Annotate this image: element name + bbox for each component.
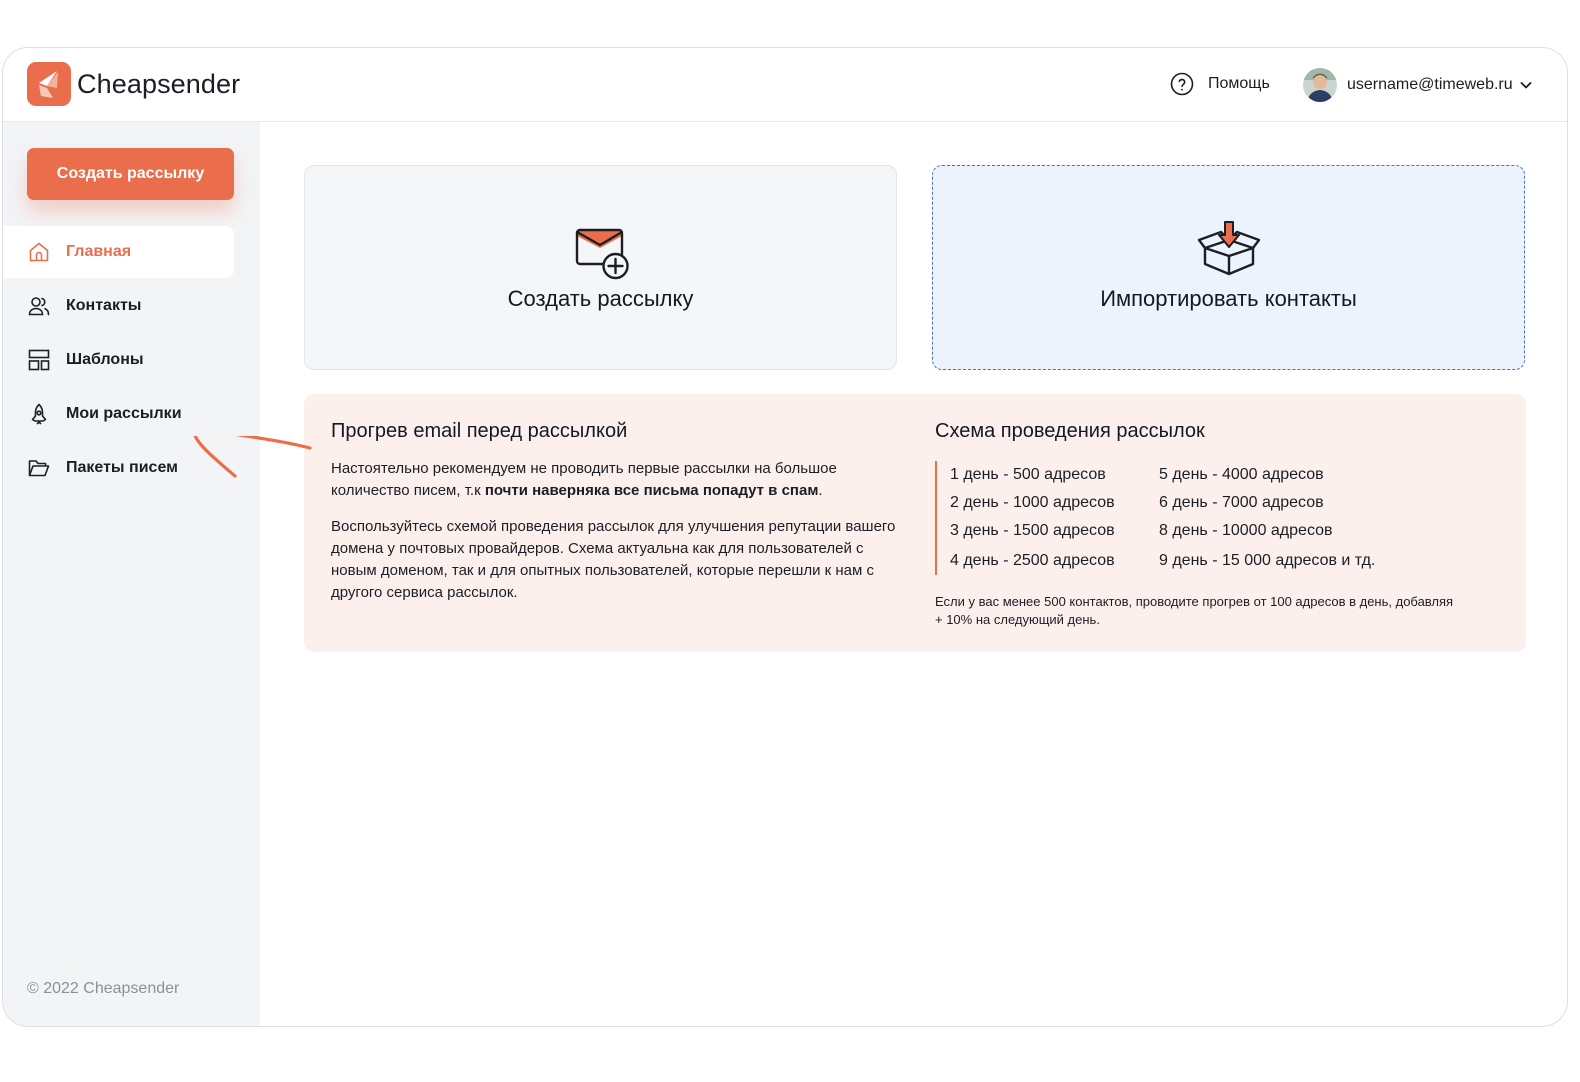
user-email: username@timeweb.ru bbox=[1347, 76, 1513, 93]
sidebar bbox=[3, 122, 260, 1027]
import-contacts-card[interactable] bbox=[932, 165, 1525, 370]
sidebar-item-label: Контакты bbox=[66, 297, 142, 314]
create-campaign-button[interactable]: Создать рассылку bbox=[27, 148, 234, 200]
import-contacts-card-title: Импортировать контакты bbox=[1100, 286, 1357, 311]
copyright: © 2022 Cheapsender bbox=[27, 980, 180, 997]
rocket-icon bbox=[27, 402, 51, 426]
create-campaign-card-title: Создать рассылку bbox=[507, 286, 694, 311]
warmup-info-panel bbox=[304, 394, 1526, 652]
warmup-section bbox=[331, 420, 901, 604]
layout-icon bbox=[27, 348, 51, 372]
help-label: Помощь bbox=[1208, 75, 1270, 92]
user-menu[interactable] bbox=[1303, 68, 1533, 102]
schema-row: 3 день - 1500 адресов bbox=[950, 522, 1115, 539]
schema-row: 8 день - 10000 адресов bbox=[1159, 522, 1333, 539]
schema-row: 6 день - 7000 адресов bbox=[1159, 494, 1324, 511]
folder-icon bbox=[27, 456, 51, 480]
schema-title: Схема проведения рассылок bbox=[935, 420, 1205, 442]
app-window bbox=[2, 47, 1568, 1027]
sidebar-nav bbox=[3, 226, 234, 496]
schema-row: 1 день - 500 адресов bbox=[950, 466, 1106, 483]
sidebar-item-label: Главная bbox=[66, 243, 132, 260]
sidebar-item-letter-packages[interactable] bbox=[3, 442, 234, 494]
top-header bbox=[3, 48, 1567, 122]
schema-note: Если у вас менее 500 контактов, проводите прогрев от 100 адресов в день, добавляя + 10% на следующий день. bbox=[935, 594, 1454, 627]
box-import-icon bbox=[1197, 218, 1261, 282]
schema-row: 4 день - 2500 адресов bbox=[950, 552, 1115, 569]
question-circle-icon bbox=[1170, 72, 1194, 96]
app-name: Cheapsender bbox=[77, 68, 241, 99]
sidebar-item-contacts[interactable] bbox=[3, 280, 234, 332]
warmup-paragraph-1 bbox=[331, 458, 901, 502]
schema-row: 5 день - 4000 адресов bbox=[1159, 466, 1324, 483]
sidebar-item-templates[interactable] bbox=[3, 334, 234, 386]
logo[interactable] bbox=[27, 62, 240, 106]
avatar bbox=[1303, 68, 1337, 102]
sidebar-item-home[interactable] bbox=[3, 226, 234, 278]
home-icon bbox=[27, 240, 51, 264]
cheapsender-logo-icon bbox=[27, 62, 71, 106]
mail-plus-icon bbox=[569, 218, 633, 282]
chevron-down-icon bbox=[1519, 78, 1533, 92]
schema-section bbox=[935, 420, 1495, 629]
help-link[interactable] bbox=[1170, 72, 1270, 96]
schema-row: 2 день - 1000 адресов bbox=[950, 494, 1115, 511]
sidebar-item-label: Шаблоны bbox=[66, 351, 144, 368]
warmup-paragraph-2: Воспользуйтесь схемой проведения рассылок для улучшения репутации вашего домена у почтовых провайдеров. Схема актуальна как для пользователей с новым доменом, так и для опытных пользователей, которые перешли к нам с другого сервиса рассылок. bbox=[331, 518, 896, 601]
sidebar-item-my-campaigns[interactable] bbox=[3, 388, 234, 440]
warmup-text-bold: почти наверняка все письма попадут в спам bbox=[484, 482, 819, 499]
sidebar-item-label: Пакеты писем bbox=[66, 459, 178, 476]
sidebar-item-label: Мои рассылки bbox=[66, 405, 182, 422]
warmup-text-start: Настоятельно рекомендуем не проводить первые рассылки на большое количество писем, т.к bbox=[331, 460, 837, 499]
users-icon bbox=[27, 294, 51, 318]
schema-row: 9 день - 15 000 адресов и тд. bbox=[1159, 552, 1376, 569]
warmup-text-end: . bbox=[818, 482, 823, 499]
schema-list bbox=[935, 461, 1495, 575]
warmup-title: Прогрев email перед рассылкой bbox=[331, 420, 628, 442]
create-campaign-card[interactable] bbox=[304, 165, 897, 370]
